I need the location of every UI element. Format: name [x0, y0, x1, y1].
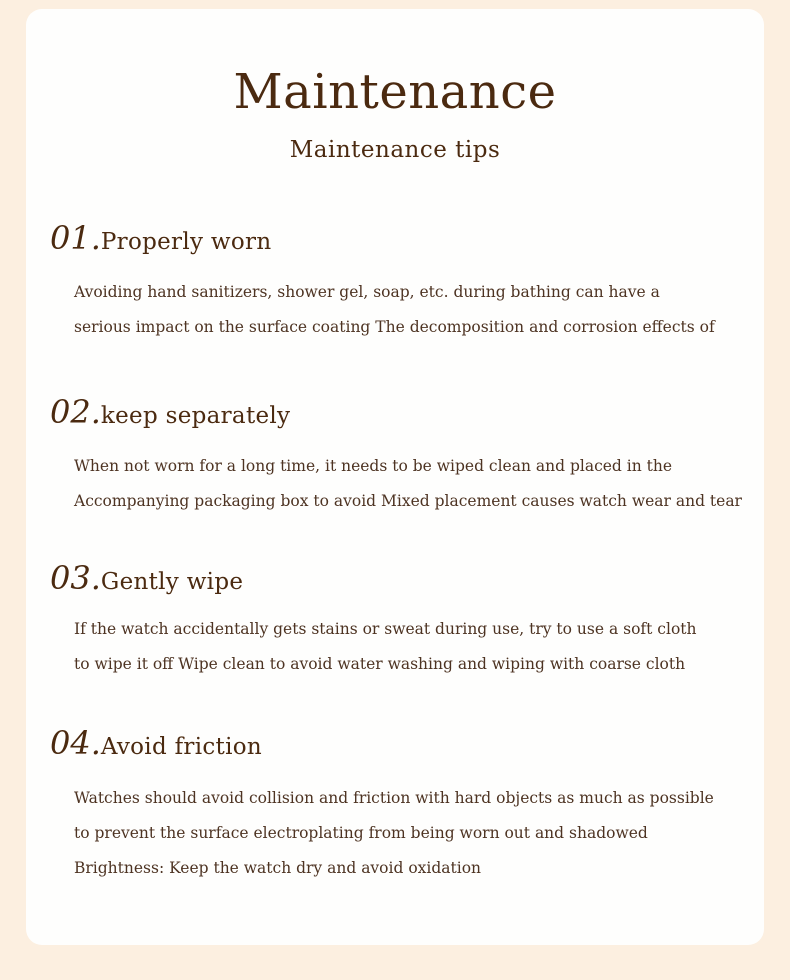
- tip-section-keep-separately: [50, 390, 770, 519]
- tip-body-line: When not worn for a long time, it needs to be wiped clean and placed in the: [74, 457, 673, 475]
- page-title: Maintenance: [233, 64, 557, 120]
- tip-body-line: If the watch accidentally gets stains or sweat during use, try to use a soft cloth: [74, 620, 697, 638]
- tip-body: [50, 449, 770, 519]
- tip-title: keep separately: [100, 403, 291, 429]
- tip-number: 03.: [50, 559, 101, 597]
- tip-title: Avoid friction: [100, 734, 263, 760]
- tip-body-line: Watches should avoid collision and friction with hard objects as much as possible: [74, 789, 714, 807]
- tip-title: Properly worn: [100, 229, 272, 255]
- tip-number: 01.: [50, 219, 101, 257]
- tip-body-line: Avoiding hand sanitizers, shower gel, soap, etc. during bathing can have a: [74, 283, 660, 301]
- tip-body-line: Brightness: Keep the watch dry and avoid oxidation: [74, 859, 482, 877]
- tip-title: Gently wipe: [100, 569, 244, 595]
- tip-body-line: to prevent the surface electroplating from being worn out and shadowed: [74, 824, 648, 842]
- tip-body-line: to wipe it off Wipe clean to avoid water washing and wiping with coarse cloth: [74, 655, 686, 673]
- tip-number: 04.: [50, 724, 101, 762]
- tip-heading: [50, 390, 770, 434]
- tip-body-line: serious impact on the surface coating The decomposition and corrosion effects of: [74, 318, 715, 336]
- tip-body: [50, 275, 770, 345]
- page-subtitle: Maintenance tips: [289, 137, 501, 163]
- tip-body: [50, 612, 770, 682]
- tip-body-line: Accompanying packaging box to avoid Mixed placement causes watch wear and tear: [74, 492, 742, 510]
- tip-section-properly-worn: [50, 216, 770, 345]
- tip-heading: [50, 556, 770, 600]
- tip-heading: [50, 216, 770, 260]
- tip-section-avoid-friction: [50, 721, 770, 886]
- tip-body: [50, 781, 770, 886]
- tip-number: 02.: [50, 393, 101, 431]
- tip-heading: [50, 721, 770, 765]
- tip-section-gently-wipe: [50, 556, 770, 682]
